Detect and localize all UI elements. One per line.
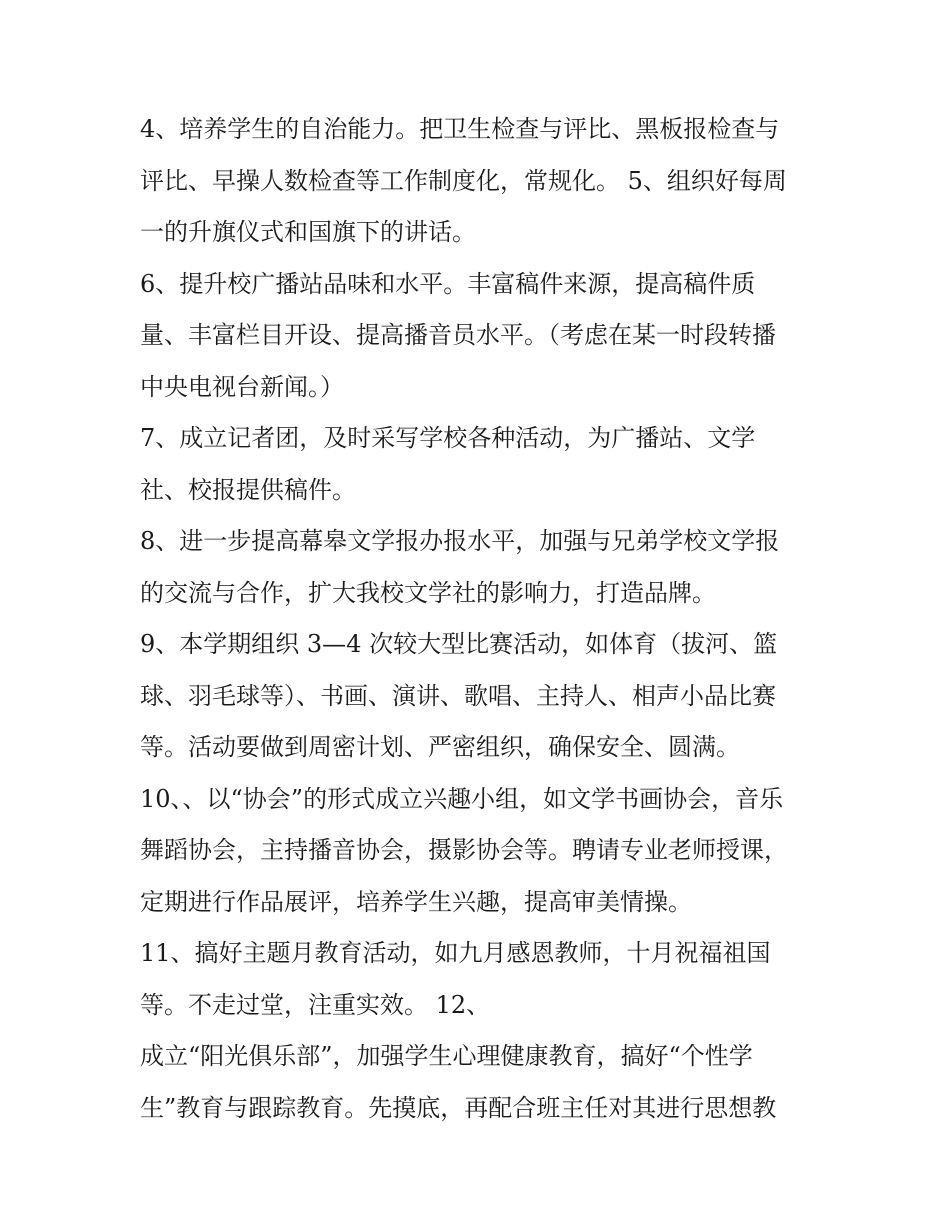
text-line: 10、、以“协会”的形式成立兴趣小组，如文学书画协会，音乐 (140, 784, 784, 813)
text-line: 评比、早操人数检查等工作制度化，常规化。 5、组织好每周 (140, 166, 787, 195)
document-body (140, 104, 820, 1134)
text-line: 7、成立记者团，及时采写学校各种活动，为广播站、文学 (140, 424, 756, 452)
text-line: 8、进一步提高幕皋文学报办报水平，加强与兄弟学校文学报 (140, 527, 780, 555)
text-line: 舞蹈协会，主持播音协会，摄影协会等。聘请专业老师授课， (140, 836, 788, 864)
text-line: 6、提升校广播站品味和水平。丰富稿件来源，提高稿件质 (140, 269, 756, 298)
text-line: 量、丰富栏目开设、提高播音员水平。（考虑在某一时段转播 (140, 321, 776, 349)
text-line: 等。活动要做到周密计划、严密组织，确保安全、圆满。 (140, 733, 740, 761)
text-line: 的交流与合作，扩大我校文学社的影响力，打造品牌。 (140, 578, 716, 607)
text-line: 社、校报提供稿件。 (140, 475, 356, 504)
text-line: 11、搞好主题月教育活动，如九月感恩教师，十月祝福祖国 (140, 939, 771, 967)
text-line: 定期进行作品展评，培养学生兴趣，提高审美情操。 (140, 887, 692, 916)
text-line: 9、本学期组织 3—4 次较大型比赛活动，如体育（拔河、篮 (140, 630, 778, 658)
text-line: 等。不走过堂，注重实效。 12、 (140, 990, 491, 1019)
text-line: 生”教育与跟踪教育。先摸底，再配合班主任对其进行思想教 (140, 1093, 777, 1122)
text-line: 成立“阳光俱乐部”，加强学生心理健康教育，搞好“个性学 (140, 1042, 753, 1070)
text-line: 一的升旗仪式和国旗下的讲话。 (140, 218, 476, 246)
text-line: 球、羽毛球等）、书画、演讲、歌唱、主持人、相声小品比赛 (140, 681, 776, 710)
text-line: 4、培养学生的自治能力。把卫生检查与评比、黑板报检查与 (140, 115, 780, 143)
text-line: 中央电视台新闻。） (140, 372, 344, 401)
